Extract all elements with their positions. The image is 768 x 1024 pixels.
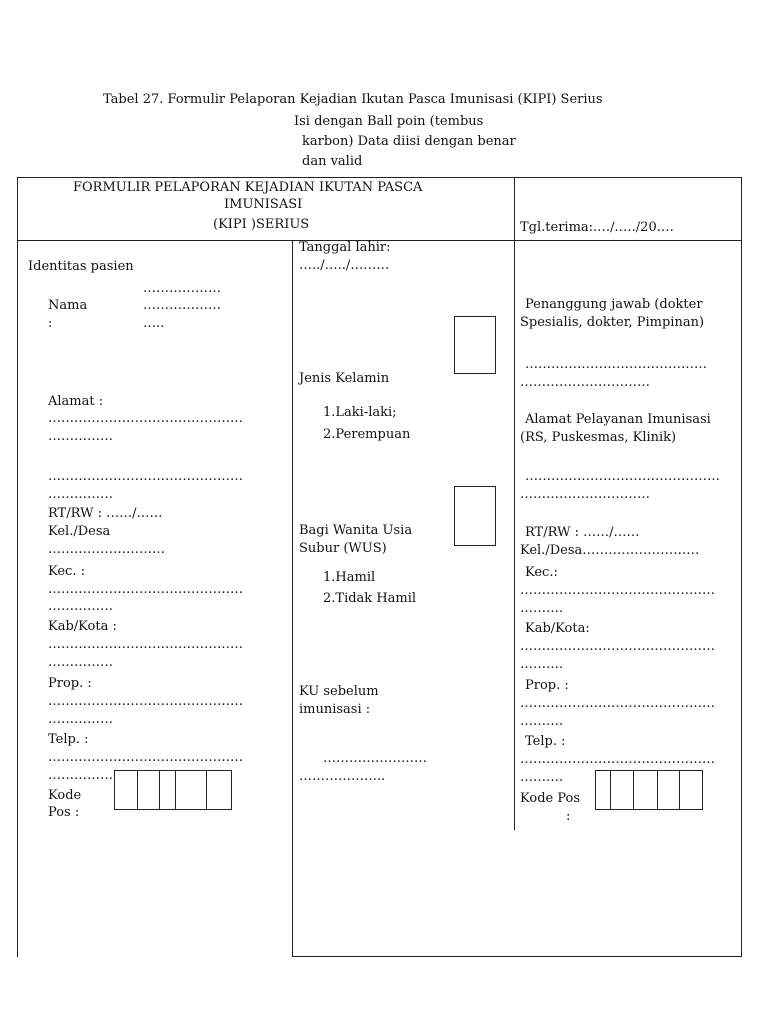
patient-identity-heading: Identitas pasien <box>28 259 134 274</box>
telp-field-b[interactable]: …………… <box>48 768 113 783</box>
form-title-line-3: (KIPI )SERIUS <box>213 217 310 232</box>
service-address-field-2[interactable]: ………………………… <box>520 487 650 502</box>
pj-field-1[interactable]: …………………………………… <box>525 357 707 372</box>
kec-field-b[interactable]: …………… <box>48 599 113 614</box>
right-kab-label: Kab/Kota: <box>525 621 590 636</box>
right-kec-field-b[interactable]: ………. <box>520 601 564 616</box>
address-field-1a[interactable]: ……………………………………… <box>48 411 243 426</box>
postcode-divider-2 <box>159 771 160 809</box>
prop-field-a[interactable]: ……………………………………… <box>48 694 243 709</box>
pj-label-line-2: Spesialis, dokter, Pimpinan) <box>520 315 705 330</box>
kel-label: Kel./Desa <box>48 524 111 539</box>
right-postcode-divider-2 <box>633 771 634 809</box>
postcode-divider-4 <box>206 771 207 809</box>
postcode-divider-3 <box>175 771 176 809</box>
service-address-label-2: (RS, Puskesmas, Klinik) <box>520 430 677 445</box>
header-column-divider <box>514 177 515 240</box>
telp-label: Telp. : <box>48 732 89 747</box>
form-bottom-border <box>292 956 742 957</box>
ku-field-2[interactable]: ……………….. <box>299 769 386 784</box>
right-kab-field-a[interactable]: ……………………………………… <box>520 639 715 654</box>
prop-field-b[interactable]: …………… <box>48 712 113 727</box>
wus-label-line-1: Bagi Wanita Usia <box>299 523 413 538</box>
right-kel-field[interactable]: Kel./Desa……………………… <box>520 543 700 558</box>
prop-label: Prop. : <box>48 676 92 691</box>
right-postcode-divider-3 <box>657 771 658 809</box>
form-title-line-2: IMUNISASI <box>224 197 303 212</box>
dob-field[interactable]: …../…../……… <box>299 258 390 273</box>
ku-field-1[interactable]: …………………… <box>323 751 427 766</box>
postcode-divider-1 <box>137 771 138 809</box>
name-dots-top[interactable]: ……………… <box>143 281 221 296</box>
name-field-2[interactable]: ….. <box>143 316 165 331</box>
right-prop-field-a[interactable]: ……………………………………… <box>520 696 715 711</box>
kec-label: Kec. : <box>48 564 85 579</box>
right-telp-field-b[interactable]: ………. <box>520 770 564 785</box>
ku-label-line-2: imunisasi : <box>299 702 371 717</box>
dob-label: Tanggal lahir: <box>299 240 391 255</box>
right-postcode-boxes[interactable] <box>595 770 703 810</box>
instruction-line-2: karbon) Data diisi dengan benar <box>302 134 516 149</box>
address-field-2a[interactable]: ……………………………………… <box>48 469 243 484</box>
right-kec-label: Kec.: <box>525 565 558 580</box>
address-field-2b[interactable]: …………… <box>48 487 113 502</box>
middle-column-left-border <box>292 240 293 957</box>
right-telp-label: Telp. : <box>525 734 566 749</box>
pj-label-line-1: Penanggung jawab (dokter <box>525 297 703 312</box>
address-label: Alamat : <box>48 394 104 409</box>
form-left-border <box>17 177 18 957</box>
right-prop-field-b[interactable]: ………. <box>520 714 564 729</box>
service-address-label-1: Alamat Pelayanan Imunisasi <box>525 412 711 427</box>
gender-option-male: 1.Laki-laki; <box>323 405 397 420</box>
name-colon: : <box>48 316 53 331</box>
form-right-border <box>741 177 742 957</box>
wus-checkbox[interactable] <box>454 486 496 546</box>
right-postcode-label: Kode Pos <box>520 791 581 806</box>
telp-field-a[interactable]: ……………………………………… <box>48 750 243 765</box>
kab-field-b[interactable]: …………… <box>48 655 113 670</box>
wus-label-line-2: Subur (WUS) <box>299 541 387 556</box>
form-title-line-1: FORMULIR PELAPORAN KEJADIAN IKUTAN PASCA <box>73 180 423 195</box>
form-top-border <box>17 177 742 178</box>
wus-option-pregnant: 1.Hamil <box>323 570 376 585</box>
service-address-field-1[interactable]: ……………………………………… <box>525 469 720 484</box>
right-kab-field-b[interactable]: ………. <box>520 657 564 672</box>
instruction-line-3: dan valid <box>302 154 363 169</box>
name-label: Nama <box>48 298 88 313</box>
instruction-line-1: Isi dengan Ball poin (tembus <box>294 114 484 129</box>
address-field-1b[interactable]: …………… <box>48 429 113 444</box>
kab-label: Kab/Kota : <box>48 619 117 634</box>
right-prop-label: Prop. : <box>525 678 569 693</box>
kel-field[interactable]: ……………………… <box>48 542 165 557</box>
table-caption: Tabel 27. Formulir Pelaporan Kejadian Ikutan Pasca Imunisasi (KIPI) Serius <box>103 92 603 107</box>
wus-option-not-pregnant: 2.Tidak Hamil <box>323 591 417 606</box>
ku-label-line-1: KU sebelum <box>299 684 379 699</box>
postcode-boxes[interactable] <box>114 770 232 810</box>
middle-column-right-border <box>514 240 515 830</box>
kab-field-a[interactable]: ……………………………………… <box>48 637 243 652</box>
kec-field-a[interactable]: ……………………………………… <box>48 582 243 597</box>
right-postcode-divider-1 <box>610 771 611 809</box>
postcode-label-2: Pos : <box>48 805 80 820</box>
pj-field-2[interactable]: ………………………… <box>520 375 650 390</box>
gender-label: Jenis Kelamin <box>299 371 390 386</box>
right-postcode-divider-4 <box>679 771 680 809</box>
right-postcode-colon: : <box>566 809 571 824</box>
right-rtrw-field[interactable]: RT/RW : ……/…… <box>525 525 640 540</box>
postcode-label: Kode <box>48 788 82 803</box>
right-telp-field-a[interactable]: ……………………………………… <box>520 752 715 767</box>
name-field[interactable]: ……………… <box>143 298 221 313</box>
gender-checkbox[interactable] <box>454 316 496 374</box>
gender-option-female: 2.Perempuan <box>323 427 411 442</box>
right-kec-field-a[interactable]: ……………………………………… <box>520 583 715 598</box>
rtrw-field[interactable]: RT/RW : ……/…… <box>48 506 163 521</box>
received-date-field[interactable]: Tgl.terima:.…/.…./20.… <box>520 220 674 235</box>
